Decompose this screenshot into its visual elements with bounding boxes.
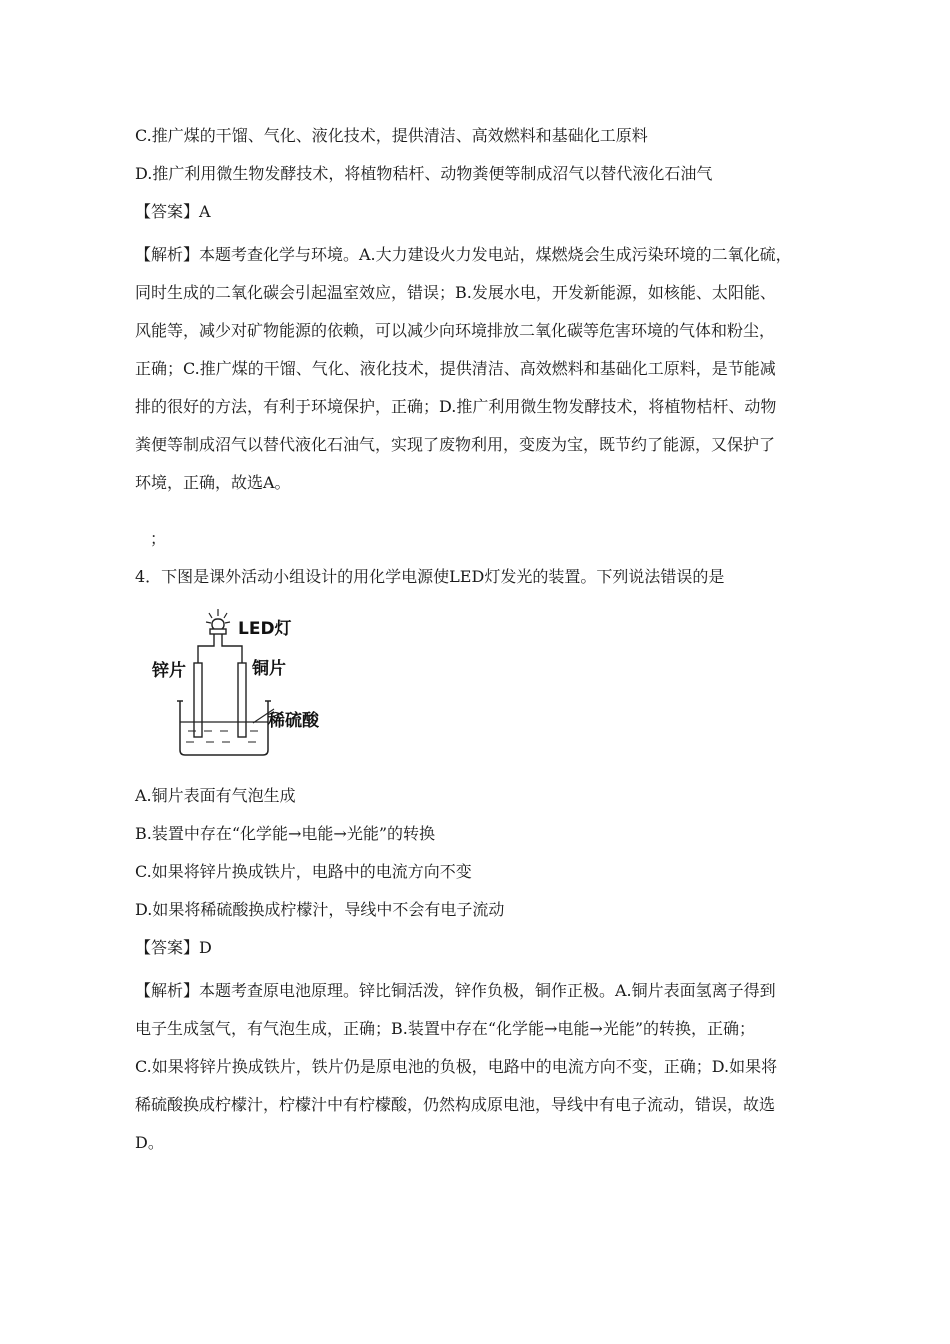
led-label: LED灯 (238, 619, 292, 639)
analysis-line: 环境，正确，故选A。 (135, 473, 291, 492)
left-wire (198, 634, 214, 663)
analysis-line: 同时生成的二氧化碳会引起温室效应，错误；B.发展水电，开发新能源，如核能、太阳能、 (135, 283, 776, 302)
q3-analysis (135, 236, 815, 502)
analysis-line: 粪便等制成沼气以替代液化石油气，实现了废物利用，变废为宝，既节约了能源，又保护了 (135, 435, 776, 454)
q4-option-d: D.如果将稀硫酸换成柠檬汁，导线中不会有电子流动 (135, 900, 505, 919)
zinc-electrode (194, 663, 202, 737)
analysis-line: 排的很好的方法，有利于环境保护，正确；D.推广利用微生物发酵技术，将植物桔杆、动物 (135, 397, 777, 416)
analysis-line: 正确；C.推广煤的干馏、气化、液化技术，提供清洁、高效燃料和基础化工原料，是节能减 (135, 359, 776, 378)
q4-option-b: B.装置中存在“化学能→电能→光能”的转换 (135, 824, 436, 843)
q3-answer: 【答案】A (135, 202, 211, 221)
q3-option-d: D.推广利用微生物发酵技术，将植物秸杆、动物粪便等制成沼气以替代液化石油气 (135, 164, 713, 183)
q4-answer: 【答案】D (135, 938, 212, 957)
battery-diagram (150, 605, 350, 765)
analysis-line: 稀硫酸换成柠檬汁，柠檬汁中有柠檬酸，仍然构成原电池，导线中有电子流动，错误，故选 (135, 1095, 776, 1114)
zinc-label: 锌片 (152, 661, 186, 681)
q4-analysis (135, 972, 815, 1162)
analysis-line: 【解析】本题考查化学与环境。A.大力建设火力发电站，煤燃烧会生成污染环境的二氧化硫， (135, 245, 792, 264)
beaker (180, 701, 268, 755)
q3-option-c: C.推广煤的干馏、气化、液化技术，提供清洁、高效燃料和基础化工原料 (135, 126, 648, 145)
separator: ； (150, 529, 167, 548)
analysis-line: 【解析】本题考查原电池原理。锌比铜活泼，锌作负极，铜作正极。A.铜片表面氢离子得到 (135, 981, 776, 1000)
q4-option-a: A.铜片表面有气泡生成 (135, 786, 296, 805)
q4-stem: 4．下图是课外活动小组设计的用化学电源使LED灯发光的装置。下列说法错误的是 (135, 567, 725, 586)
analysis-line: D。 (135, 1133, 164, 1152)
analysis-line: 电子生成氢气，有气泡生成，正确；B.装置中存在“化学能→电能→光能”的转换，正确； (135, 1019, 756, 1038)
q4-option-c: C.如果将锌片换成铁片，电路中的电流方向不变 (135, 862, 472, 881)
led-base (210, 629, 226, 634)
acid-label: 稀硫酸 (268, 711, 319, 731)
copper-electrode (238, 663, 246, 737)
analysis-line: C.如果将锌片换成铁片，铁片仍是原电池的负极，电路中的电流方向不变，正确；D.如果将 (135, 1057, 778, 1076)
copper-label: 铜片 (252, 659, 286, 679)
analysis-line: 风能等，减少对矿物能源的依赖，可以减少向环境排放二氧化碳等危害环境的气体和粉尘， (135, 321, 776, 340)
